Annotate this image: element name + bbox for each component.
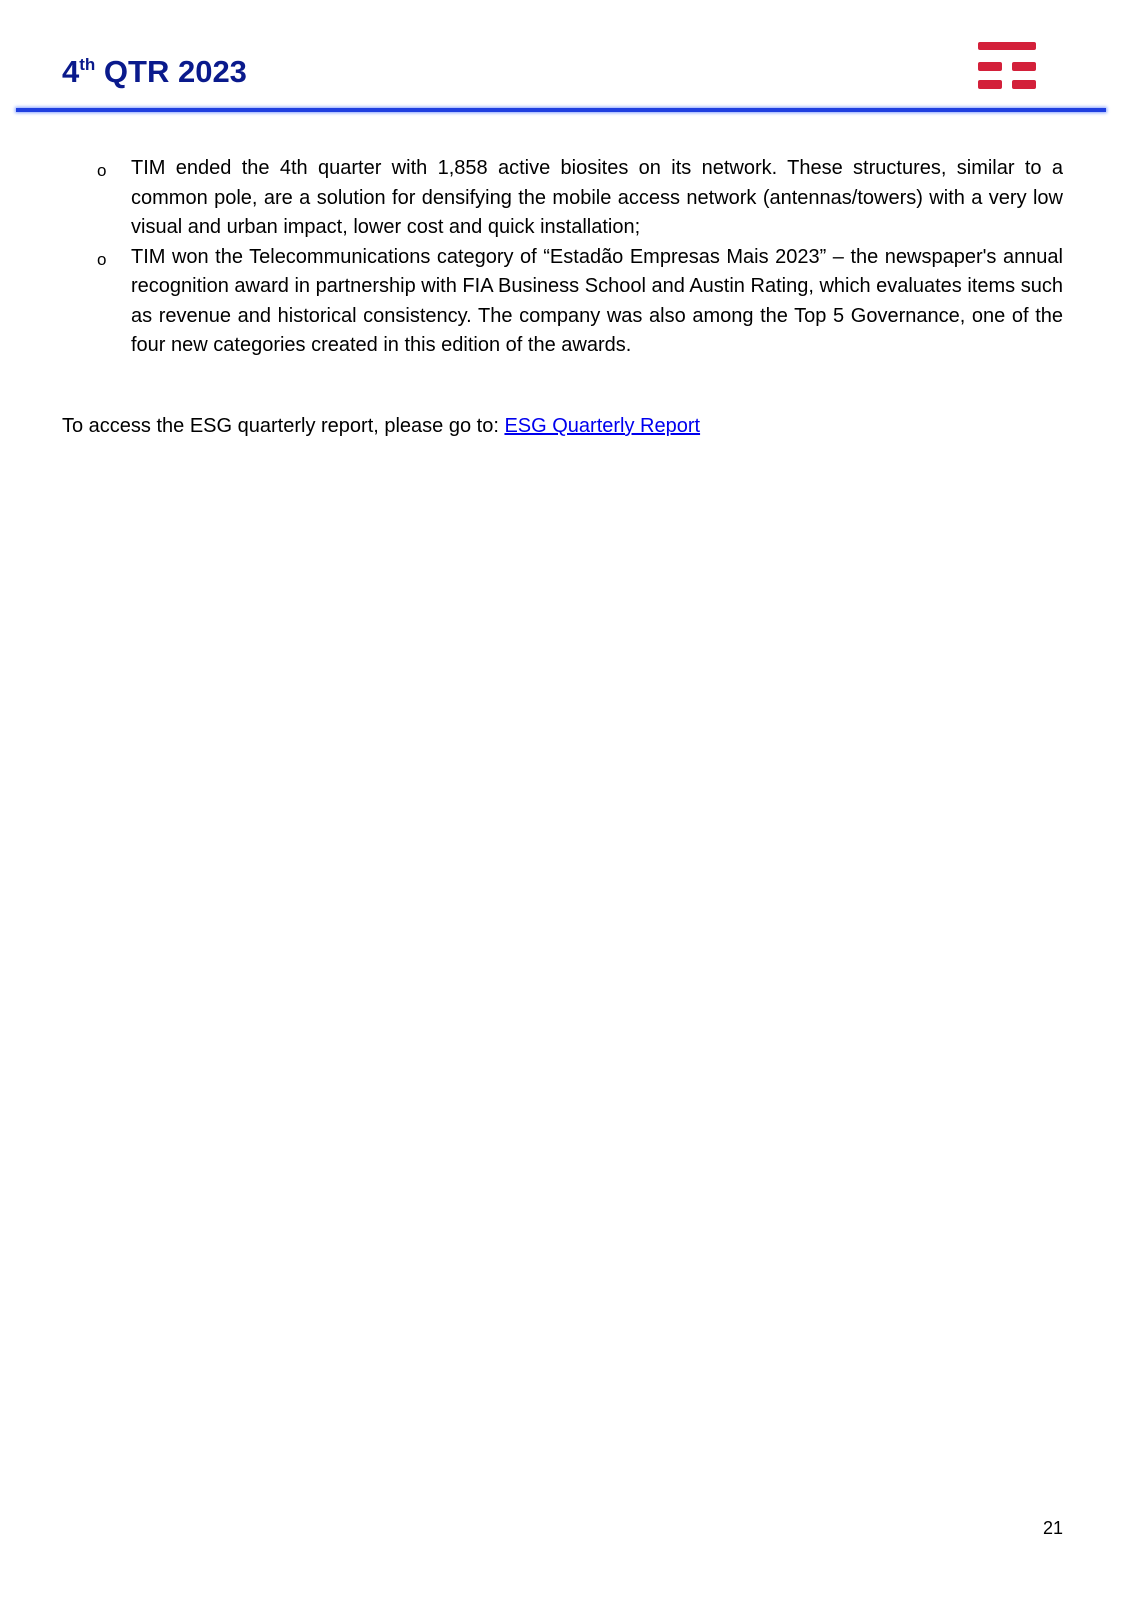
bullet-text: TIM ended the 4th quarter with 1,858 active biosites on its network. These structures, similar to a common pole, are a solution for densifying the mobile access network (antennas/towers) with a very low visual and urban impact, lower cost and quick installation; xyxy=(131,157,1063,238)
bullet-marker: o xyxy=(97,161,107,180)
list-item xyxy=(97,154,1063,243)
page-number: 21 xyxy=(1042,1518,1063,1538)
list-item xyxy=(97,243,1063,361)
bullet-list xyxy=(0,154,1122,361)
bullet-text: TIM won the Telecommunications category of “Estadão Empresas Mais 2023” – the newspaper's annual recognition award in partnership with FIA Business School and Austin Rating, which evaluates items such as revenue and historical consistency. The company was also among the Top 5 Governance, one of the four new categories created in this edition of the awards. xyxy=(131,245,1063,356)
esg-access-text: To access the ESG quarterly report, please go to: xyxy=(62,415,505,437)
title-suffix: QTR 2023 xyxy=(95,54,247,89)
bullet-marker: o xyxy=(97,249,107,269)
esg-access-paragraph xyxy=(62,412,700,440)
header-divider xyxy=(16,108,1106,112)
esg-quarterly-report-link[interactable]: ESG Quarterly Report xyxy=(504,415,701,437)
title-superscript: th xyxy=(79,55,96,74)
page-title xyxy=(62,52,247,92)
title-prefix: 4 xyxy=(62,54,80,89)
tim-logo-icon xyxy=(978,42,1036,92)
